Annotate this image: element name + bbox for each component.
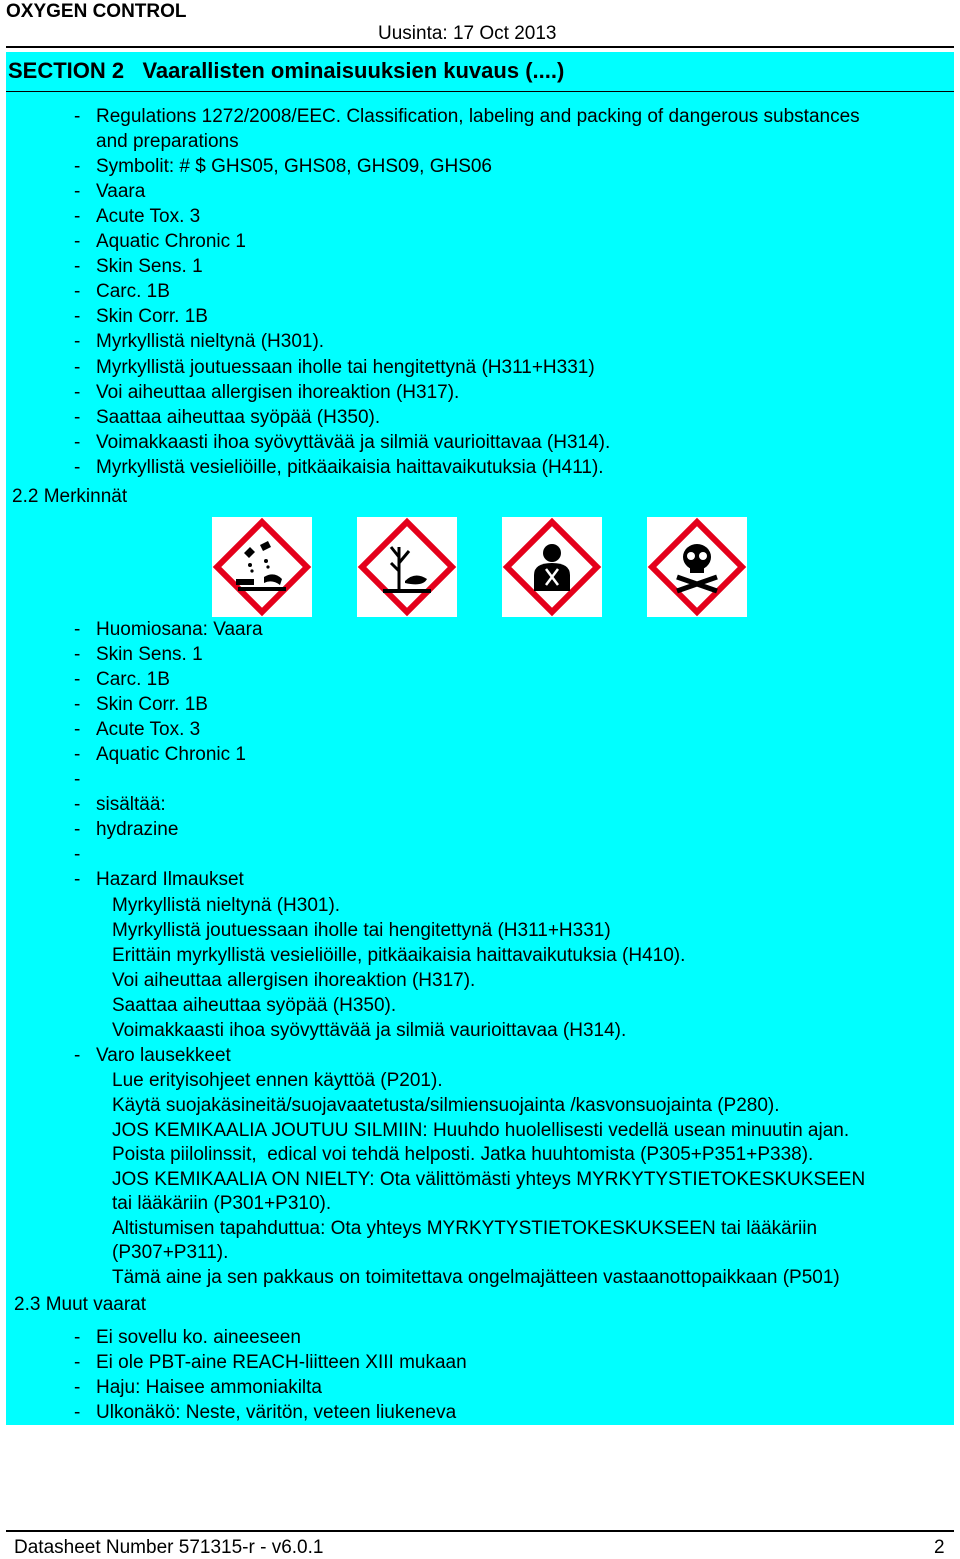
hazard-statement: Myrkyllistä joutuessaan iholle tai hengitettynä (H311+H331) (112, 920, 611, 941)
other-hazard-item: Haju: Haisee ammoniakilta (96, 1377, 322, 1398)
precautionary-statement: JOS KEMIKAALIA JOUTUU SILMIIN: Huuhdo huolellisesti vedellä usean minuutin ajan. (112, 1120, 850, 1141)
environment-pictogram (357, 517, 457, 617)
classification-item: Symbolit: # $ GHS05, GHS08, GHS09, GHS06 (96, 156, 493, 177)
classification-item: Voi aiheuttaa allergisen ihoreaktion (H317). (96, 382, 460, 403)
classification-item: Carc. 1B (96, 281, 170, 302)
precautionary-statement: Tämä aine ja sen pakkaus on toimitettava ongelmajätteen vastaanottopaikkaan (P501) (112, 1267, 840, 1288)
precautionary-statement: Poista piilolinssit, edical voi tehdä helposti. Jatka huuhtomista (P305+P351+P338). (112, 1144, 814, 1165)
other-hazards-heading: 2.3 Muut vaarat (14, 1294, 147, 1315)
hazard-statement: Myrkyllistä nieltynä (H301). (112, 895, 341, 916)
hazard-statement: Saattaa aiheuttaa syöpää (H350). (112, 995, 397, 1016)
health-hazard-pictogram (502, 517, 602, 617)
hazard-statements-heading: Hazard Ilmaukset (96, 869, 244, 890)
section-2-panel: SECTION 2 Vaarallisten ominaisuuksien kuvaus (....) - Regulations 1272/2008/EEC. Classification, labeling and packing of dangerous substances and preparations - Symbolit: # $ GHS05, GHS08, GHS09, GHS06 - Vaara - Acute Tox. 3 - Aquatic Chronic 1 - Skin Sens. 1 - Carc. 1B - Skin Corr. 1B - Myrkyllistä nieltynä (H301). - Myrkyllistä joutuessaan iholle tai hengitettynä (H311+H331) - Voi aiheuttaa allergisen ihoreaktion (H317). - Saattaa aiheuttaa syöpää (H350). - Voimakkaasti ihoa syövyttävää ja silmiä vaurioittavaa (H314). - Myrkyllistä vesieliöille, pitkäaikaisia haittavaikutuksia (H411). 2.2 Merkinnät - Huomiosana: Vaara - Skin Sens. 1 - Carc. 1B - Skin Corr. 1B - Acute Tox. 3 - Aquatic Chronic 1 - - sisältää: - hydrazine - - Hazard Ilmaukset Myrkyllistä nieltynä (H301). Myrkyllistä joutuessaan iholle tai hengitettynä (H311+H331) Erittäin myrkyllistä vesieliöille, pitkäaikaisia haittavaikutuksia (H410). Voi aiheuttaa allergisen ihoreaktion (H317). Saattaa aiheuttaa syöpää (H350). Voimakkaasti ihoa syövyttävää ja silmiä vaurioittavaa (H314). - Varo lausekkeet Lue erityisohjeet ennen käyttöä (P201). Käytä suojakäsineitä/suojavaatetusta/silmiensuojainta /kasvonsuojainta (P280). JOS KEMIKAALIA JOUTUU SILMIIN: Huuhdo huolellisesti vedellä usean minuutin ajan. Poista piilolinssit, edical voi tehdä helposti. Jatka huuhtomista (P305+P351+P338). JOS KEMIKAALIA ON NIELTY: Ota välittömästi yhteys MYRKYTYSTIETOKESKUKSEEN tai lääkäriin (P301+P310). Altistumisen tapahduttua: Ota yhteys MYRKYTYSTIETOKESKUKSEEN tai lääkäriin (P307+P311). Tämä aine ja sen pakkaus on toimitettava ongelmajätteen vastaanottopaikkaan (P501) 2.3 Muut vaarat - Ei sovellu ko. aineeseen - Ei ole PBT-aine REACH-liitteen XIII mukaan - Haju: Haisee ammoniakilta - Ulkonäkö: Neste, väritön, veteen liukeneva (6, 52, 954, 1425)
classification-item: Aquatic Chronic 1 (96, 231, 246, 252)
label-item: Acute Tox. 3 (96, 719, 201, 740)
label-item: sisältää: (96, 794, 166, 815)
bullet-dash: - (74, 106, 81, 127)
precautionary-statement: Altistumisen tapahduttua: Ota yhteys MYRKYTYSTIETOKESKUKSEEN tai lääkäriin (112, 1218, 818, 1239)
regulation-line-cont: and preparations (96, 131, 239, 152)
label-item: Skin Corr. 1B (96, 694, 208, 715)
precautionary-heading: Varo lausekkeet (96, 1045, 231, 1066)
hazard-statement: Erittäin myrkyllistä vesieliöille, pitkäaikaisia haittavaikutuksia (H410). (112, 945, 686, 966)
classification-item: Skin Sens. 1 (96, 256, 203, 277)
classification-item: Skin Corr. 1B (96, 306, 208, 327)
other-hazard-item: Ei ole PBT-aine REACH-liitteen XIII mukaan (96, 1352, 467, 1373)
footer-divider (6, 1530, 954, 1532)
hazard-statement: Voi aiheuttaa allergisen ihoreaktion (H317). (112, 970, 476, 991)
label-item: Aquatic Chronic 1 (96, 744, 246, 765)
label-item: Carc. 1B (96, 669, 170, 690)
section-title: SECTION 2 Vaarallisten ominaisuuksien kuvaus (....) (8, 58, 565, 83)
other-hazard-item: Ulkonäkö: Neste, väritön, veteen liukeneva (96, 1402, 457, 1423)
section-divider (6, 91, 954, 92)
datasheet-number: Datasheet Number 571315-r - v6.0.1 (14, 1537, 324, 1558)
precautionary-statement: tai lääkäriin (P301+P310). (112, 1193, 332, 1214)
classification-item: Voimakkaasti ihoa syövyttävää ja silmiä vaurioittavaa (H314). (96, 432, 611, 453)
page-number: 2 (934, 1537, 945, 1558)
corrosion-pictogram (212, 517, 312, 617)
company-name: OXYGEN CONTROL (6, 1, 187, 22)
revision-date: Uusinta: 17 Oct 2013 (378, 23, 557, 44)
label-item: Skin Sens. 1 (96, 644, 203, 665)
hazard-statement: Voimakkaasti ihoa syövyttävää ja silmiä vaurioittavaa (H314). (112, 1020, 627, 1041)
classification-item: Acute Tox. 3 (96, 206, 201, 227)
classification-item: Vaara (96, 181, 146, 202)
other-hazard-item: Ei sovellu ko. aineeseen (96, 1327, 301, 1348)
precautionary-statement: Käytä suojakäsineitä/suojavaatetusta/silmiensuojainta /kasvonsuojainta (P280). (112, 1095, 780, 1116)
classification-item: Myrkyllistä vesieliöille, pitkäaikaisia haittavaikutuksia (H411). (96, 457, 604, 478)
header-divider (6, 46, 954, 48)
precautionary-statement: Lue erityisohjeet ennen käyttöä (P201). (112, 1070, 443, 1091)
labels-heading: 2.2 Merkinnät (12, 486, 128, 507)
label-item: Huomiosana: Vaara (96, 619, 263, 640)
classification-item: Saattaa aiheuttaa syöpää (H350). (96, 407, 381, 428)
precautionary-statement: (P307+P311). (112, 1242, 229, 1263)
regulation-line: Regulations 1272/2008/EEC. Classification, labeling and packing of dangerous substances (96, 106, 860, 127)
precautionary-statement: JOS KEMIKAALIA ON NIELTY: Ota välittömästi yhteys MYRKYTYSTIETOKESKUKSEEN (112, 1169, 866, 1190)
classification-item: Myrkyllistä nieltynä (H301). (96, 331, 325, 352)
classification-item: Myrkyllistä joutuessaan iholle tai hengitettynä (H311+H331) (96, 357, 595, 378)
label-item: hydrazine (96, 819, 179, 840)
skull-crossbones-pictogram (647, 517, 747, 617)
